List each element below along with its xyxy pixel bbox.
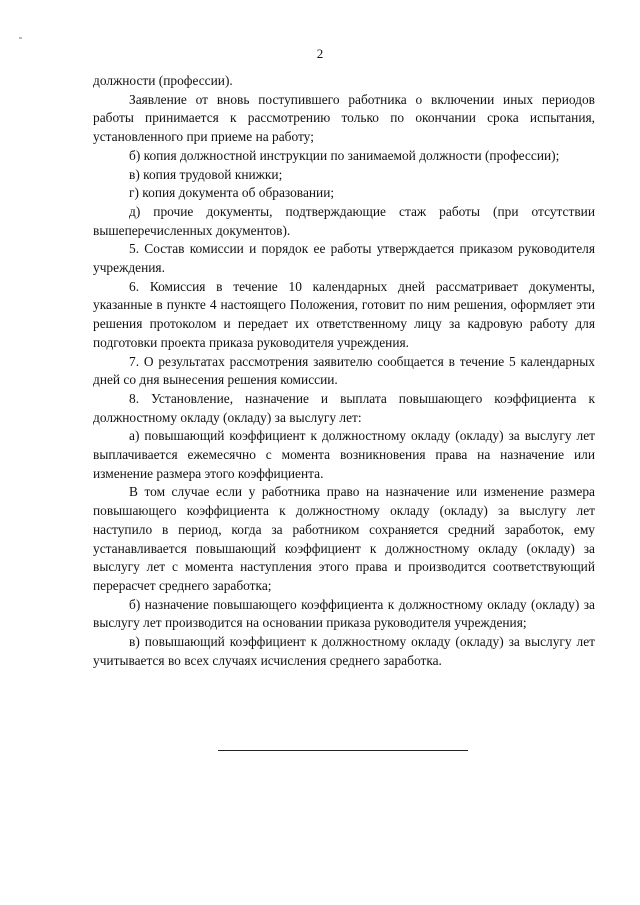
paragraph: В том случае если у работника право на назначение или изменение размера повышающего коэффициента к должностному окладу (окладу) за выслугу лет наступило в период, когда за работником сохраняется средний заработок, ему устанавливается повышающий коэффициент к должностному окладу (окладу) за выслугу лет с момента наступления этого права и производится соответствующий перерасчет среднего заработка;	[93, 484, 595, 593]
paragraph: д) прочие документы, подтверждающие стаж работы (при отсутствии вышеперечисленных документов).	[93, 203, 595, 238]
paragraph: 8. Установление, назначение и выплата повышающего коэффициента к должностному окладу (окладу) за выслугу лет:	[93, 390, 595, 425]
end-of-text-rule	[218, 750, 468, 751]
paragraph: 7. О результатах рассмотрения заявителю сообщается в течение 5 календарных дней со дня вынесения решения комиссии.	[93, 353, 595, 388]
paragraph: г) копия документа об образовании;	[129, 185, 335, 201]
paragraph: 5. Состав комиссии и порядок ее работы утверждается приказом руководителя учреждения.	[93, 241, 595, 276]
paragraph: Заявление от вновь поступившего работника о включении иных периодов работы принимается к рассмотрению только по окончании срока испытания, установленного при приеме на работу;	[93, 91, 595, 145]
paragraph: а) повышающий коэффициент к должностному окладу (окладу) за выслугу лет выплачивается ежемесячно с момента возникновения права на назначение или изменение размера этого коэффициента.	[93, 428, 595, 481]
document-body	[93, 72, 595, 671]
paragraph: б) копия должностной инструкции по занимаемой должности (профессии);	[129, 147, 560, 163]
scan-speck	[19, 37, 22, 39]
paragraph: должности (профессии).	[93, 73, 233, 88]
paragraph: 6. Комиссия в течение 10 календарных дней рассматривает документы, указанные в пункте 4 настоящего Положения, готовит по ним решения, оформляет эти решения протоколом и передает их ответственному лицу за кадровую работу для подготовки проекта приказа руководителя учреждения.	[93, 278, 595, 350]
paragraph: б) назначение повышающего коэффициента к должностному окладу (окладу) за выслугу лет производится на основании приказа руководителя учреждения;	[93, 596, 595, 631]
paragraph: в) копия трудовой книжки;	[129, 166, 283, 182]
page-number: 2	[316, 46, 324, 61]
paragraph: в) повышающий коэффициент к должностному окладу (окладу) за выслугу лет учитывается во всех случаях исчисления среднего заработка.	[93, 634, 595, 668]
